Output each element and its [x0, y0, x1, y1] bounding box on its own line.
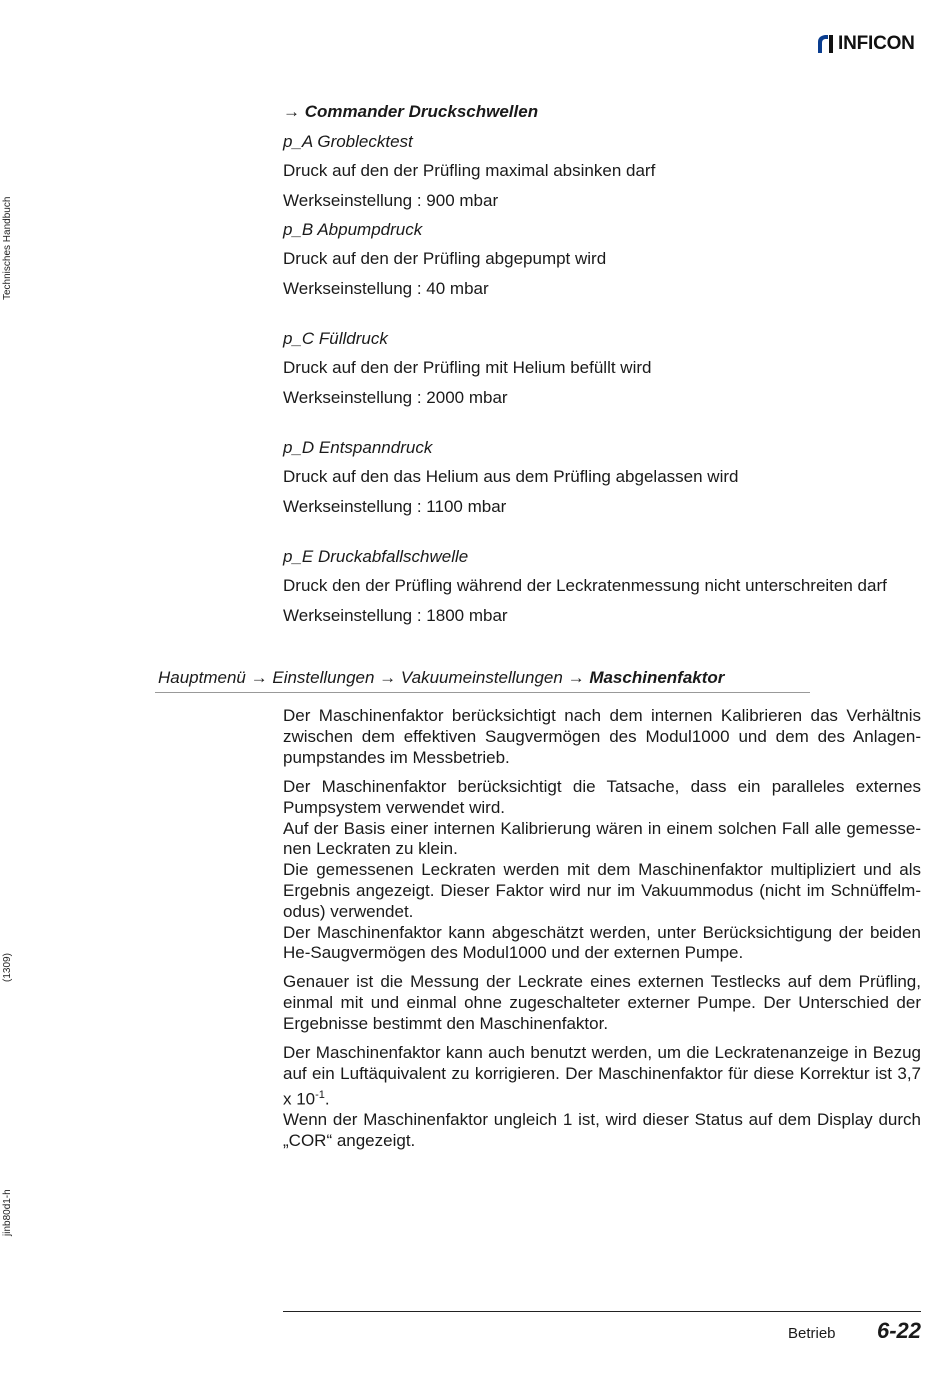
paragraph-text — [283, 1043, 921, 1110]
correction-text: Der Maschinenfaktor kann auch benutzt werden, um die Leckratenanzeige in Bezug auf ein Luftäquivalent zu korrigieren. Der Maschinenfaktor für diese Korrektur ist 3,7 x 10 — [283, 1043, 921, 1109]
footer-section-label: Betrieb — [788, 1325, 836, 1342]
item-title: p_B Abpumpdruck — [283, 220, 423, 239]
item-title: p_C Fülldruck — [283, 329, 388, 348]
arrow-icon: → — [567, 668, 585, 687]
arrow-icon: → — [283, 102, 300, 121]
breadcrumb-vacuum-settings: Vakuumeinstellungen — [400, 668, 563, 687]
item-default: Werkseinstellung : 40 mbar — [283, 279, 489, 298]
item-title: p_E Druckabfallschwelle — [283, 547, 469, 566]
margin-label-manual: Technisches Handbuch — [2, 196, 13, 300]
breadcrumb-main-menu: Hauptmenü — [158, 668, 246, 687]
exponent: -1 — [315, 1088, 325, 1101]
item-default: Werkseinstellung : 900 mbar — [283, 191, 499, 210]
paragraph-text: Der Maschinenfaktor kann abgeschätzt werden, unter Berücksichtigung der beiden He-Saugvermögen des Modul1000 und der externen Pumpe. — [283, 922, 921, 963]
item-default: Werkseinstellung : 1800 mbar — [283, 606, 508, 625]
logo-mark-icon — [816, 33, 836, 55]
margin-label-docid: jinb80d1-h — [2, 1189, 13, 1236]
paragraph-1 — [283, 706, 921, 768]
item-default: Werkseinstellung : 2000 mbar — [283, 388, 508, 407]
item-desc: Druck auf den der Prüfling maximal absinken darf — [283, 161, 656, 180]
footer-divider — [283, 1311, 921, 1312]
heading-divider — [155, 692, 810, 693]
period: . — [324, 1089, 330, 1109]
item-desc: Druck auf den das Helium aus dem Prüfling abgelassen wird — [283, 467, 739, 486]
item-default: Werkseinstellung : 1100 mbar — [283, 497, 507, 516]
paragraph-text: Die gemessenen Leckraten werden mit dem Maschinenfaktor multipliziert und als Ergebnis angezeigt. Dieser Faktor wird nur im Vakuummodus (nicht im Schnüffelm-odus) verwendet. — [283, 860, 921, 921]
paragraph-2 — [283, 777, 921, 964]
logo-text: INFICON — [838, 33, 915, 54]
paragraph-text: Auf der Basis einer internen Kalibrierung wären in einem solchen Fall alle gemesse-nen Leckraten zu klein. — [283, 818, 921, 859]
paragraph-4 — [283, 1043, 921, 1152]
item-desc: Druck auf den der Prüfling mit Helium befüllt wird — [283, 358, 652, 377]
item-title: p_A Groblecktest — [283, 132, 413, 151]
inficon-logo — [816, 30, 915, 58]
arrow-icon: → — [379, 668, 397, 687]
breadcrumb — [158, 668, 724, 688]
paragraph-text: Der Maschinenfaktor berücksichtigt nach dem internen Kalibrieren das Verhältnis zwischen dem effektiven Saugvermögen des Modul1000 und dem des Anlagen-pumpstandes im Messbetrieb. — [283, 706, 921, 767]
paragraph-text: Der Maschinenfaktor berücksichtigt die Tatsache, dass ein paralleles externes Pumpsystem verwendet wird. — [283, 777, 921, 817]
paragraph-text: Genauer ist die Messung der Leckrate eines externen Testlecks auf dem Prüfling, einmal mit und einmal ohne zugeschalteter externer Pumpe. Der Unterschied der Ergebnisse bestimmt den Maschinenfaktor. — [283, 972, 921, 1033]
section-heading — [283, 102, 538, 122]
arrow-icon: → — [250, 668, 268, 687]
item-desc: Druck auf den der Prüfling abgepumpt wird — [283, 249, 607, 268]
margin-label-code: (1309) — [2, 953, 13, 982]
paragraph-text: Wenn der Maschinenfaktor ungleich 1 ist, wird dieser Status auf dem Display durch „COR“ angezeigt. — [283, 1110, 921, 1150]
section-heading-text: Commander Druckschwellen — [304, 102, 539, 121]
paragraph-3 — [283, 972, 921, 1034]
item-desc: Druck den der Prüfling während der Leckratenmessung nicht unterschreiten darf — [283, 576, 887, 595]
breadcrumb-machine-factor: Maschinenfaktor — [589, 668, 725, 687]
page-number: 6-22 — [877, 1318, 922, 1343]
item-title: p_D Entspanndruck — [283, 438, 433, 457]
breadcrumb-settings: Einstellungen — [272, 668, 375, 687]
